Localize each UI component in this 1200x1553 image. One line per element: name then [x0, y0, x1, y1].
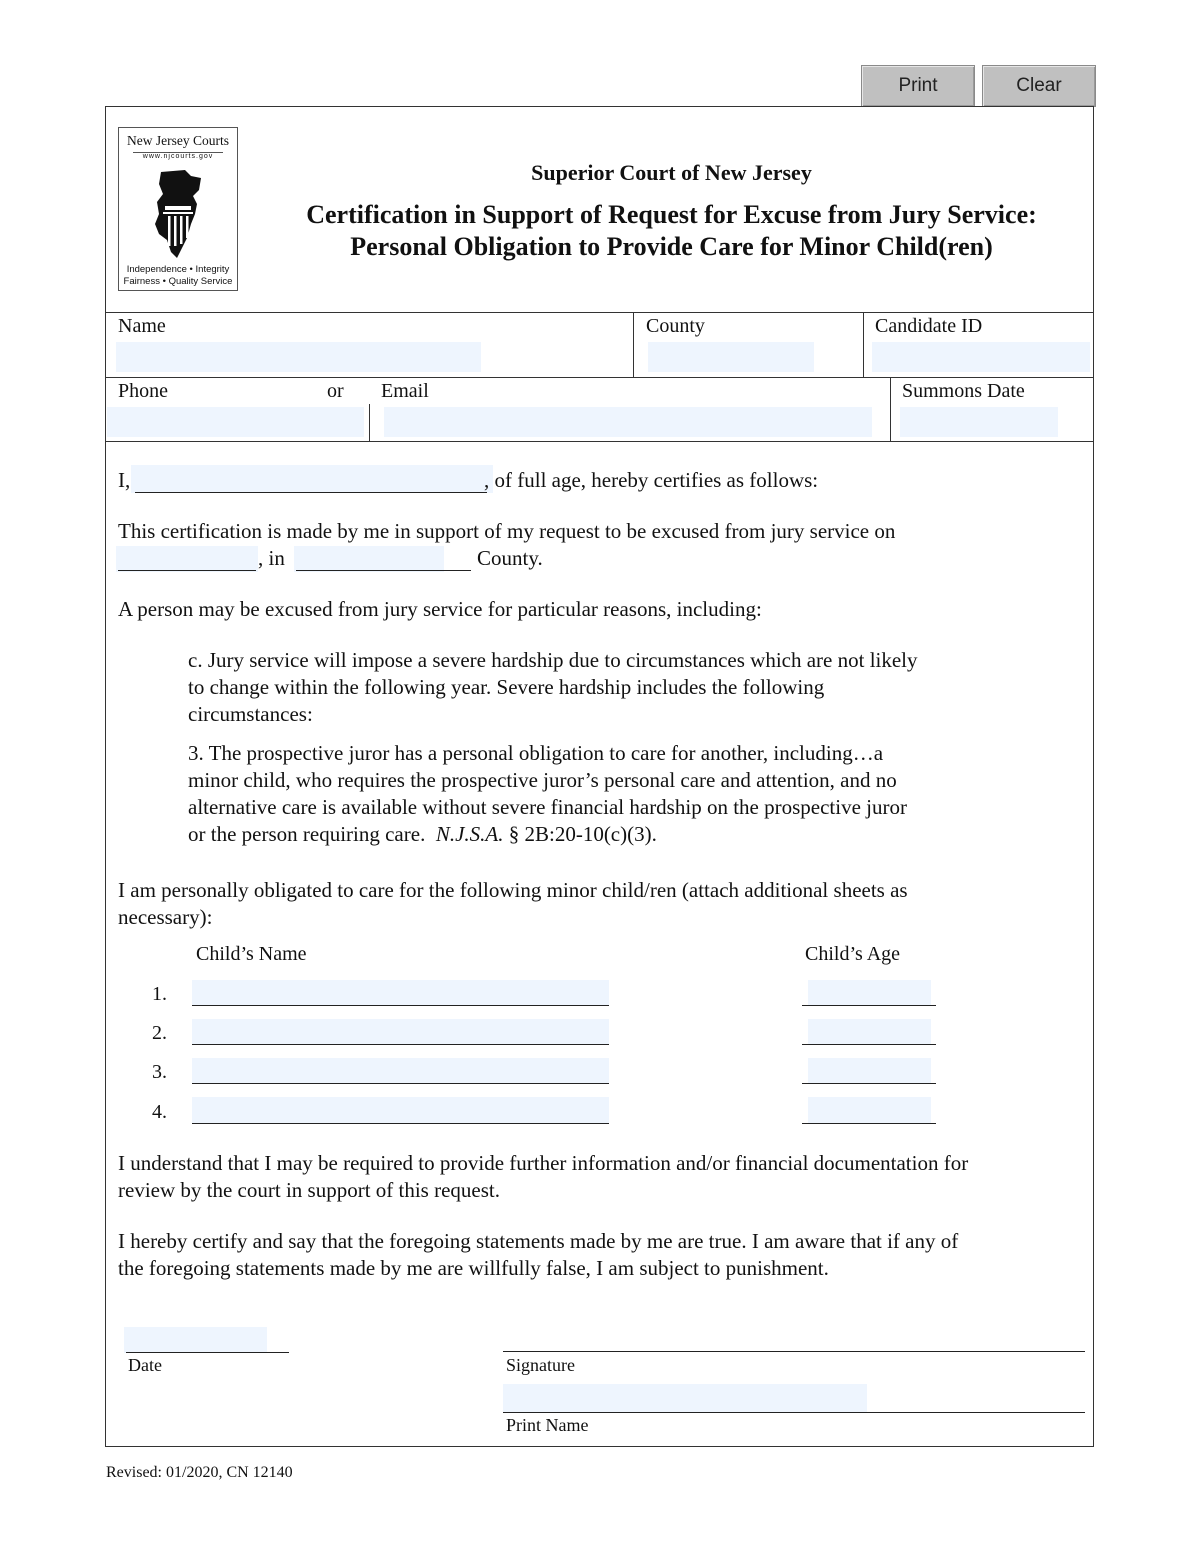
statute-section: § 2B:20-10(c)(3). — [508, 822, 657, 846]
date-field[interactable] — [124, 1327, 267, 1353]
service-date-underline — [118, 570, 256, 571]
county-field[interactable] — [648, 342, 814, 372]
print-name-line — [503, 1412, 1085, 1413]
name-field[interactable] — [116, 342, 481, 372]
child-age-field[interactable] — [808, 1058, 931, 1084]
certifier-name-underline — [135, 492, 487, 493]
child-name-field[interactable] — [192, 1097, 609, 1123]
phone-field[interactable] — [107, 407, 364, 437]
summons-date-label: Summons Date — [902, 380, 1025, 402]
candidate-id-field[interactable] — [872, 342, 1090, 372]
cert-statement-line1: This certification is made by me in support of my request to be excused from jury service on — [118, 519, 896, 543]
child-name-underline — [192, 1083, 609, 1084]
obligated-line1: I am personally obligated to care for the following minor child/ren (attach additional sheets as — [118, 878, 908, 902]
name-label: Name — [118, 315, 166, 337]
summons-date-field[interactable] — [900, 407, 1058, 437]
logo-motto-2: Fairness • Quality Service — [123, 276, 233, 287]
grid-line — [369, 404, 370, 441]
child-age-underline — [802, 1123, 936, 1124]
person-excused-text: A person may be excused from jury service for particular reasons, including: — [118, 597, 762, 621]
child-row-number: 2. — [152, 1022, 167, 1044]
child-name-underline — [192, 1044, 609, 1045]
child-row-number: 3. — [152, 1061, 167, 1083]
child-age-underline — [802, 1044, 936, 1045]
logo-motto-1: Independence • Integrity — [126, 264, 230, 275]
cert-in-text: , in — [258, 546, 285, 570]
clear-button[interactable]: Clear — [982, 65, 1096, 107]
nj-state-column-icon — [151, 168, 207, 260]
county-label: County — [646, 315, 705, 337]
child-age-header: Child’s Age — [805, 943, 901, 965]
child-name-header: Child’s Name — [196, 943, 307, 965]
signature-label: Signature — [506, 1355, 575, 1375]
grid-line — [105, 441, 1094, 442]
child-age-field[interactable] — [808, 1019, 931, 1045]
grid-line — [890, 377, 891, 441]
quote-3-line1: 3. The prospective juror has a personal obligation to care for another, including…a — [188, 741, 884, 765]
understand-line2: review by the court in support of this request. — [118, 1178, 500, 1202]
child-age-underline — [802, 1083, 936, 1084]
form-title-line2: Personal Obligation to Provide Care for Minor Child(ren) — [350, 232, 993, 261]
child-name-field[interactable] — [192, 980, 609, 1006]
understand-line1: I understand that I may be required to provide further information and/or financial documentation for — [118, 1151, 969, 1175]
date-label: Date — [128, 1355, 162, 1375]
revision-note: Revised: 01/2020, CN 12140 — [106, 1464, 293, 1481]
print-button[interactable]: Print — [861, 65, 975, 107]
certify-line1: I hereby certify and say that the foregoing statements made by me are true. I am aware that if any of — [118, 1229, 959, 1253]
child-name-field[interactable] — [192, 1058, 609, 1084]
form-title-line1: Certification in Support of Request for Excuse from Jury Service: — [306, 200, 1037, 229]
quote-3-line4 — [188, 821, 657, 848]
certifier-prefix: I, — [118, 468, 131, 492]
child-name-field[interactable] — [192, 1019, 609, 1045]
certify-line2: the foregoing statements made by me are willfully false, I am subject to punishment. — [118, 1256, 829, 1280]
nj-courts-logo — [118, 127, 238, 291]
quote-c-line2: to change within the following year. Severe hardship includes the following — [188, 675, 825, 699]
print-name-field[interactable] — [503, 1384, 867, 1412]
grid-line — [105, 312, 1094, 313]
obligated-line2: necessary): — [118, 905, 213, 929]
logo-url: www.njcourts.gov — [142, 153, 214, 160]
logo-title: New Jersey Courts — [127, 133, 229, 148]
quote-c-line1: c. Jury service will impose a severe hardship due to circumstances which are not likely — [188, 648, 918, 672]
phone-label: Phone — [118, 380, 168, 402]
email-field[interactable] — [384, 407, 872, 437]
quote-3-line4-text: or the person requiring care. — [188, 822, 426, 846]
service-date-field[interactable] — [116, 546, 258, 572]
grid-line — [105, 377, 1094, 378]
service-county-underline — [296, 570, 471, 571]
quote-3-line2: minor child, who requires the prospective juror’s personal care and attention, and no — [188, 768, 897, 792]
certifier-suffix: , of full age, hereby certifies as follows: — [484, 468, 819, 492]
child-name-underline — [192, 1123, 609, 1124]
cert-county-text: County. — [477, 546, 543, 570]
date-underline — [126, 1352, 289, 1353]
child-age-field[interactable] — [808, 980, 931, 1006]
signature-line — [503, 1351, 1085, 1352]
email-label: Email — [381, 380, 429, 402]
court-name: Superior Court of New Jersey — [531, 160, 812, 185]
service-county-field[interactable] — [294, 546, 444, 572]
candidate-id-label: Candidate ID — [875, 315, 983, 337]
certifier-name-field[interactable] — [131, 465, 493, 493]
statute-name: N.J.S.A. — [435, 822, 504, 846]
child-age-underline — [802, 1005, 936, 1006]
print-name-label: Print Name — [506, 1415, 589, 1435]
child-age-field[interactable] — [808, 1097, 931, 1123]
child-name-underline — [192, 1005, 609, 1006]
child-row-number: 4. — [152, 1101, 167, 1123]
child-row-number: 1. — [152, 983, 167, 1005]
or-label: or — [327, 380, 344, 402]
quote-3-line3: alternative care is available without severe financial hardship on the prospective juror — [188, 795, 907, 819]
quote-c-line3: circumstances: — [188, 702, 313, 726]
grid-line — [633, 312, 634, 377]
grid-line — [863, 312, 864, 377]
